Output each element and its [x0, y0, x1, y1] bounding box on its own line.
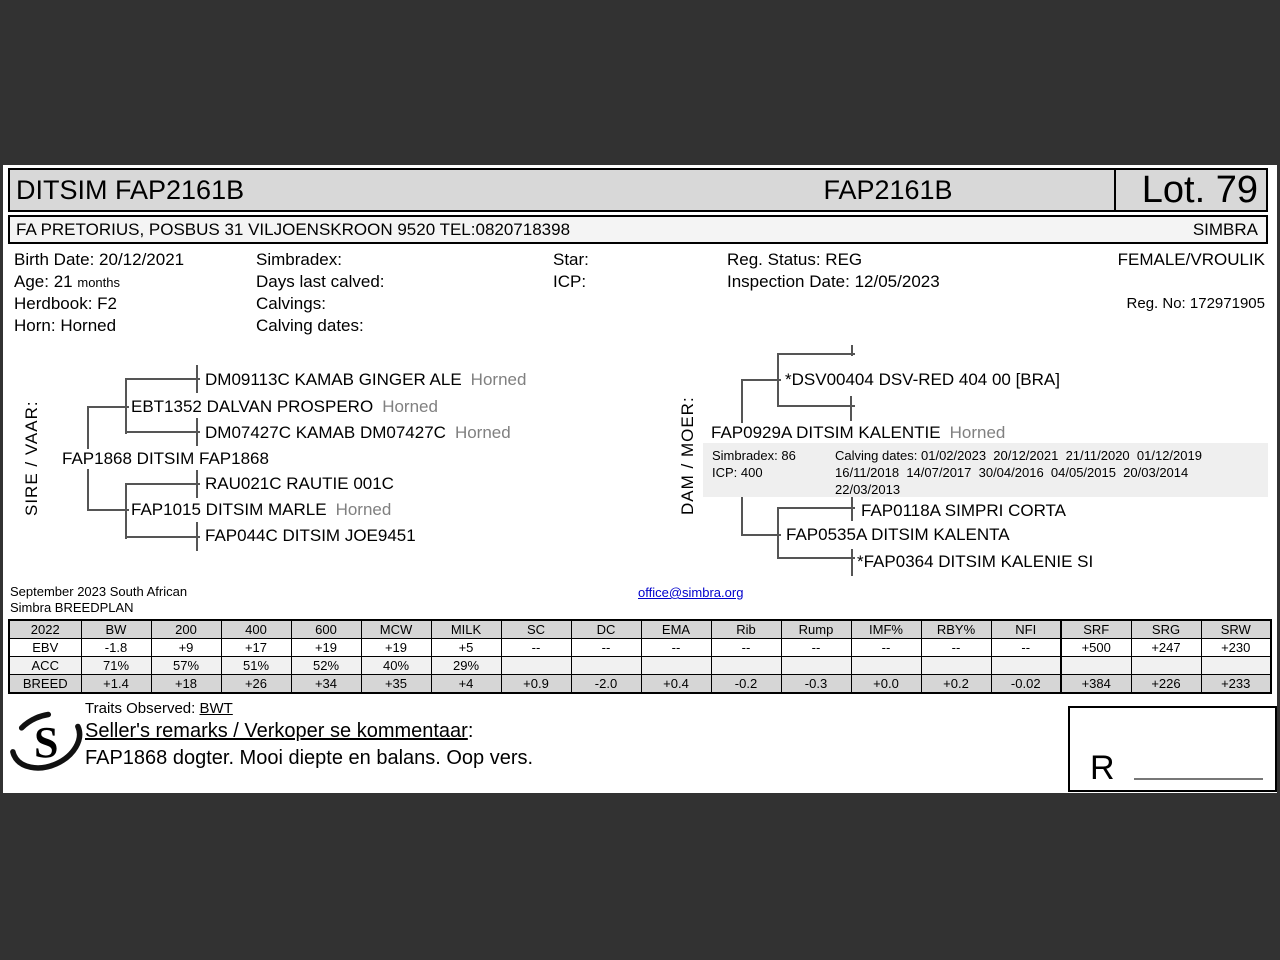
breedplan-caption: September 2023 South African Simbra BREEDPLAN	[10, 584, 188, 615]
pedigree-line	[125, 483, 200, 485]
pedigree-entry-dam-dam-sire: FAP0118A SIMPRI CORTA	[861, 501, 1067, 520]
pedigree-entry-sire: FAP1868 DITSIM FAP1868	[62, 449, 272, 469]
pedigree-entry-dam-dam: FAP0535A DITSIM KALENTA	[786, 525, 1010, 544]
pedigree-line	[196, 418, 198, 446]
pedigree-line	[125, 431, 200, 433]
dam-stats-box	[703, 443, 1268, 497]
horn-status: Horn: Horned	[14, 316, 117, 335]
pedigree-line	[777, 557, 855, 559]
table-row-ebv: EBV -1.8 +9 +17 +19 +19 +5 -- -- -- -- -- -- -- -- +500 +247 +230	[9, 639, 1271, 657]
currency-symbol: R	[1090, 749, 1115, 787]
calvings-label: Calvings:	[256, 294, 326, 313]
pedigree-entry-dam-sire: *DSV00404 DSV-RED 404 00 [BRA]	[785, 370, 1063, 390]
breedplan-table	[8, 619, 1272, 694]
lot-number: Lot. 79	[1141, 169, 1258, 211]
simbradex-label: Simbradex:	[256, 250, 342, 269]
simbra-logo-icon	[6, 698, 86, 784]
pedigree-line	[777, 507, 779, 559]
price-blank-line	[1134, 778, 1263, 780]
herdbook: Herdbook: F2	[14, 294, 118, 313]
inspection-date: Inspection Date: 12/05/2023	[727, 272, 940, 291]
pedigree-entry-sire-dam-sire: RAU021C RAUTIE 001C	[205, 474, 394, 493]
svg-text:S: S	[34, 718, 59, 767]
pedigree-line	[850, 396, 852, 421]
pedigree-line	[741, 379, 781, 381]
dam-calving-dates: Calving dates: 01/02/2023 20/12/2021 21/11/2020 01/12/2019 16/11/2018 14/07/2017 30/04/2016 04/05/2015 20/03/2014 22/03/2013	[835, 448, 1202, 497]
pedigree-line	[777, 507, 855, 509]
animal-id: FAP2161B	[823, 175, 953, 205]
pedigree-line	[196, 470, 198, 498]
pedigree-line	[851, 549, 853, 576]
sex-label: FEMALE/VROULIK	[1117, 250, 1265, 269]
pedigree-entry-sire-sire: EBT1352 DALVAN PROSPERO Horned	[131, 397, 438, 416]
page-title: DITSIM FAP2161B	[16, 175, 245, 205]
pedigree-line	[125, 378, 200, 380]
pedigree-entry-dam-dam-dam: *FAP0364 DITSIM KALENIE SI	[857, 552, 1094, 571]
seller-contact: FA PRETORIUS, POSBUS 31 VILJOENSKROON 9520 TEL:0820718398	[16, 220, 571, 239]
pedigree-line	[777, 353, 855, 355]
pedigree-entry-dam: FAP0929A DITSIM KALENTIE Horned	[711, 423, 1008, 443]
pedigree-entry-sire-sire-dam: DM07427C KAMAB DM07427C Horned	[205, 423, 511, 442]
pedigree-line	[125, 378, 127, 434]
table-row-acc: ACC 71% 57% 51% 52% 40% 29%	[9, 657, 1271, 675]
pedigree-line	[196, 522, 198, 551]
dam-side-label: DAM / MOER:	[678, 396, 697, 515]
pedigree-line	[196, 365, 198, 393]
pedigree-line	[125, 536, 200, 538]
pedigree-line	[125, 483, 127, 539]
pedigree-line	[741, 534, 781, 536]
seller-remarks-text: FAP1868 dogter. Mooi diepte en balans. Oop vers.	[85, 747, 534, 769]
pedigree-entry-sire-dam-dam: FAP044C DITSIM JOE9451	[205, 526, 416, 545]
price-box	[1068, 706, 1277, 792]
table-row-breed: BREED +1.4 +18 +26 +34 +35 +4 +0.9 -2.0 +0.4 -0.2 -0.3 +0.0 +0.2 -0.02 +384 +226 +233	[9, 675, 1271, 694]
table-header-row: 2022 BW 200 400 600 MCW MILK SC DC EMA Rib Rump IMF% RBY% NFI SRF SRG SRW	[9, 620, 1271, 639]
age: Age: 21 months	[14, 272, 121, 291]
icp-label: ICP:	[553, 272, 587, 291]
birth-date: Birth Date: 20/12/2021	[14, 250, 185, 269]
pedigree-entry-sire-sire-sire: DM09113C KAMAB GINGER ALE Horned	[205, 370, 527, 389]
pedigree-line	[777, 405, 855, 407]
lot-divider	[1114, 170, 1116, 210]
seller-remarks-heading: Seller's remarks / Verkoper se kommentaar:	[85, 720, 474, 742]
seller-bar	[8, 215, 1268, 244]
days-last-calved-label: Days last calved:	[256, 272, 385, 291]
traits-observed: Traits Observed: BWT	[85, 700, 233, 717]
calving-dates-label: Calving dates:	[256, 316, 364, 335]
catalog-page	[3, 165, 1277, 793]
pedigree-line	[851, 497, 853, 521]
email-link[interactable]: office@simbra.org	[638, 585, 744, 600]
pedigree-line	[87, 406, 129, 408]
title-bar	[8, 168, 1268, 212]
star-label: Star:	[553, 250, 589, 269]
sire-side-label: SIRE / VAAR:	[22, 400, 41, 516]
reg-no: Reg. No: 172971905	[1126, 295, 1265, 312]
dam-simbradex: Simbradex: 86 ICP: 400	[712, 448, 796, 480]
pedigree-entry-sire-dam: FAP1015 DITSIM MARLE Horned	[131, 500, 392, 519]
breed-name: SIMBRA	[1192, 220, 1258, 239]
pedigree-line	[87, 509, 129, 511]
reg-status: Reg. Status: REG	[727, 250, 863, 269]
